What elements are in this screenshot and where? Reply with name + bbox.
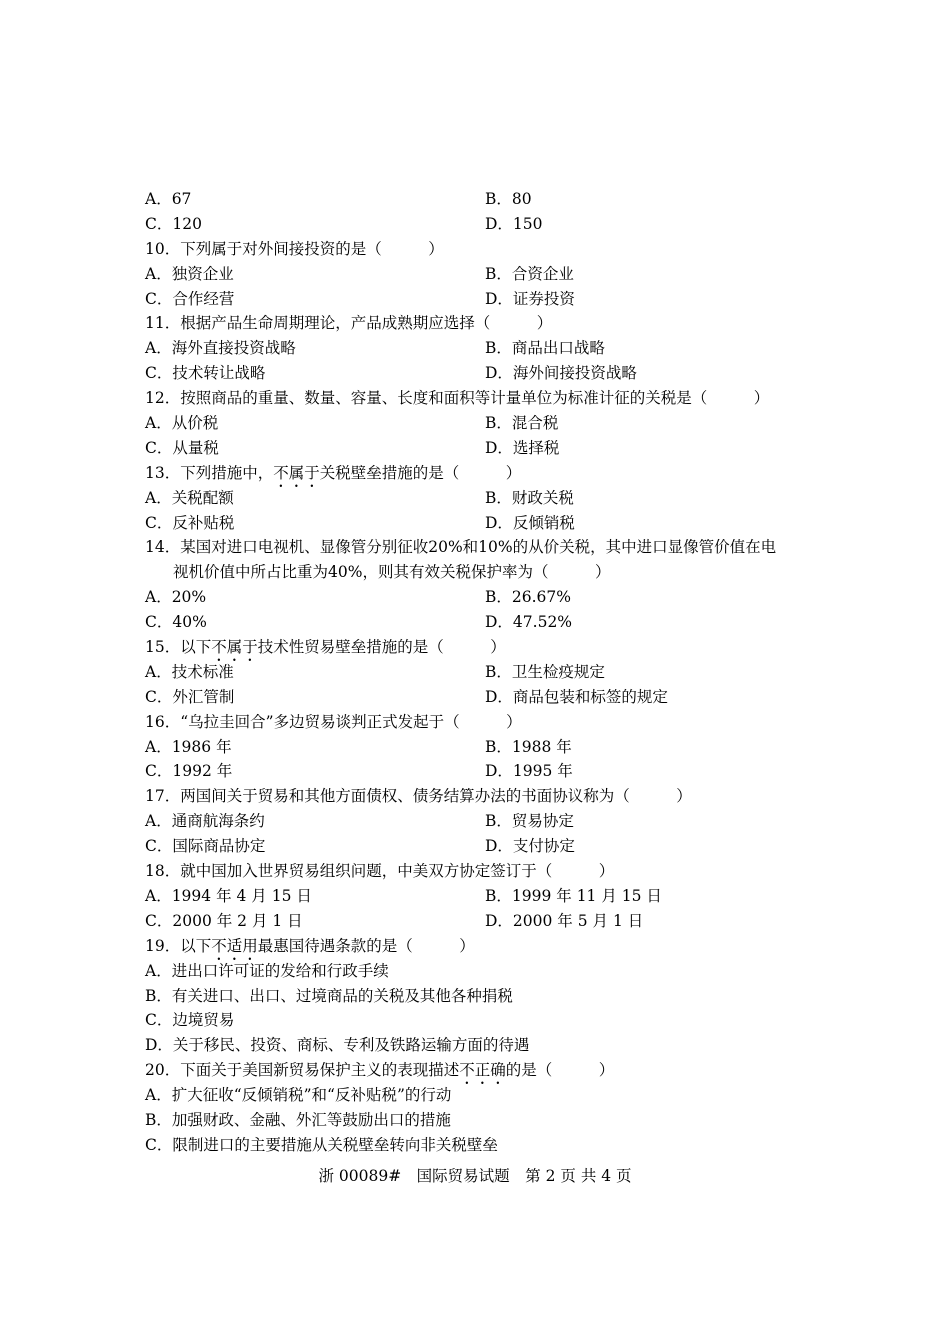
question-text-continued: 视机价值中所占比重为40%，则其有效关税保护率为（ ） — [173, 563, 611, 582]
question-text: 10．下列属于对外间接投资的是（ ） — [145, 239, 444, 258]
option-text: D．海外间接投资战略 — [485, 364, 637, 383]
option-text: D．证券投资 — [485, 289, 575, 308]
question-text-part: 20．下面关于美国新贸易保护主义的表现描述 — [145, 1061, 460, 1080]
question-text-part: 技术性贸易壁垒措施的是（ ） — [257, 638, 506, 657]
option-row — [145, 361, 825, 386]
option-row — [145, 411, 825, 436]
option-text: A．独资企业 — [145, 264, 234, 283]
option-row — [145, 436, 825, 461]
option-text: C．反补贴税 — [145, 513, 235, 532]
option-row — [145, 759, 825, 784]
question-text-part: 关税壁垒措施的是（ ） — [319, 463, 522, 482]
option-text: B．26.67% — [485, 588, 571, 607]
option-text: A．67 — [145, 190, 192, 208]
option-text: D．商品包装和标签的规定 — [485, 687, 668, 706]
option-row — [145, 685, 825, 710]
option-row — [145, 834, 825, 859]
option-row — [145, 287, 825, 312]
option-text: A．通商航海条约 — [145, 812, 265, 831]
option-row — [145, 735, 825, 760]
page-footer: 浙 00089# 国际贸易试题 第 2 页 共 4 页 — [318, 1167, 632, 1185]
option-text: D．关于移民、投资、商标、专利及铁路运输方面的待遇 — [145, 1036, 530, 1055]
option-text: D．1995 年 — [485, 762, 573, 781]
question-text: 16．“乌拉圭回合”多边贸易谈判正式发起于（ ） — [145, 712, 522, 731]
option-row — [145, 486, 825, 511]
option-text: C．合作经营 — [145, 289, 235, 308]
option-text: A．从价税 — [145, 414, 219, 433]
option-text: B．加强财政、金融、外汇等鼓励出口的措施 — [145, 1110, 451, 1129]
option-row — [145, 262, 825, 287]
emphasized-text: 不正确 — [459, 1061, 506, 1080]
option-text: C．外汇管制 — [145, 687, 235, 706]
option-text: B．卫生检疫规定 — [485, 662, 605, 681]
emphasized-text: 不适用 — [211, 936, 258, 955]
option-text: C．40% — [145, 613, 207, 632]
option-text: A．1994 年 4 月 15 日 — [145, 886, 312, 905]
option-text: D．2000 年 5 月 1 日 — [485, 911, 644, 930]
emphasized-text: 不属于 — [211, 638, 258, 657]
option-text: B．有关进口、出口、过境商品的关税及其他各种捐税 — [145, 986, 513, 1005]
question-text-part: 的是（ ） — [505, 1061, 615, 1080]
option-text: A．1986 年 — [145, 737, 232, 756]
option-text: B．财政关税 — [485, 488, 574, 507]
option-row — [145, 809, 825, 834]
option-row — [145, 660, 825, 685]
option-text: D．选择税 — [485, 438, 560, 457]
question-text-part: 19．以下 — [145, 936, 212, 955]
emphasized-text: 不属于 — [273, 463, 320, 482]
option-text: C．限制进口的主要措施从关税壁垒转向非关税壁垒 — [145, 1135, 498, 1154]
option-text: B．商品出口战略 — [485, 339, 605, 358]
option-text: C．国际商品协定 — [145, 837, 266, 856]
option-text: B．1988 年 — [485, 737, 572, 756]
option-text: B．合资企业 — [485, 264, 574, 283]
option-text: C．120 — [145, 214, 202, 233]
option-row — [145, 610, 825, 635]
question-text — [145, 934, 825, 959]
question-text — [145, 1058, 825, 1083]
option-text: A．关税配额 — [145, 488, 234, 507]
option-text: C．从量税 — [145, 438, 219, 457]
option-text: B．贸易协定 — [485, 812, 574, 831]
option-text: A．扩大征收“反倾销税”和“反补贴税”的行动 — [145, 1086, 452, 1105]
question-text: 17．两国间关于贸易和其他方面债权、债务结算办法的书面协议称为（ ） — [145, 787, 692, 806]
option-text: B．1999 年 11 月 15 日 — [485, 886, 662, 905]
option-text: D．反倾销税 — [485, 513, 575, 532]
option-text: C．2000 年 2 月 1 日 — [145, 911, 303, 930]
option-text: A．20% — [145, 588, 207, 607]
option-row — [145, 212, 825, 237]
option-row — [145, 884, 825, 909]
option-text: D．47.52% — [485, 613, 573, 632]
option-text: D．150 — [485, 214, 543, 233]
question-text-part: 13．下列措施中， — [145, 463, 274, 482]
option-text: A．技术标准 — [145, 662, 234, 681]
question-text-part: 最惠国待遇条款的是（ ） — [257, 936, 475, 955]
option-text: B．混合税 — [485, 414, 559, 433]
option-row — [145, 511, 825, 536]
option-row — [145, 585, 825, 610]
exam-content — [145, 187, 825, 1158]
question-text: 11．根据产品生命周期理论，产品成熟期应选择（ ） — [145, 314, 553, 333]
option-row — [145, 187, 825, 212]
option-text: D．支付协定 — [485, 837, 575, 856]
question-text — [145, 635, 825, 660]
option-text: C．1992 年 — [145, 762, 233, 781]
question-text: 14．某国对进口电视机、显像管分别征收20%和10%的从价关税，其中进口显像管价值在电 — [145, 538, 777, 557]
option-text: A．海外直接投资战略 — [145, 339, 296, 358]
option-text: C．技术转让战略 — [145, 364, 266, 383]
question-text: 18．就中国加入世界贸易组织问题，中美双方协定签订于（ ） — [145, 862, 615, 881]
question-text — [145, 461, 825, 486]
question-text-part: 15．以下 — [145, 638, 212, 657]
option-text: A．进出口许可证的发给和行政手续 — [145, 961, 389, 980]
option-text: C．边境贸易 — [145, 1011, 235, 1030]
option-row — [145, 909, 825, 934]
option-text: B．80 — [485, 190, 532, 208]
question-text: 12．按照商品的重量、数量、容量、长度和面积等计量单位为标准计征的关税是（ ） — [145, 389, 770, 408]
option-row — [145, 336, 825, 361]
